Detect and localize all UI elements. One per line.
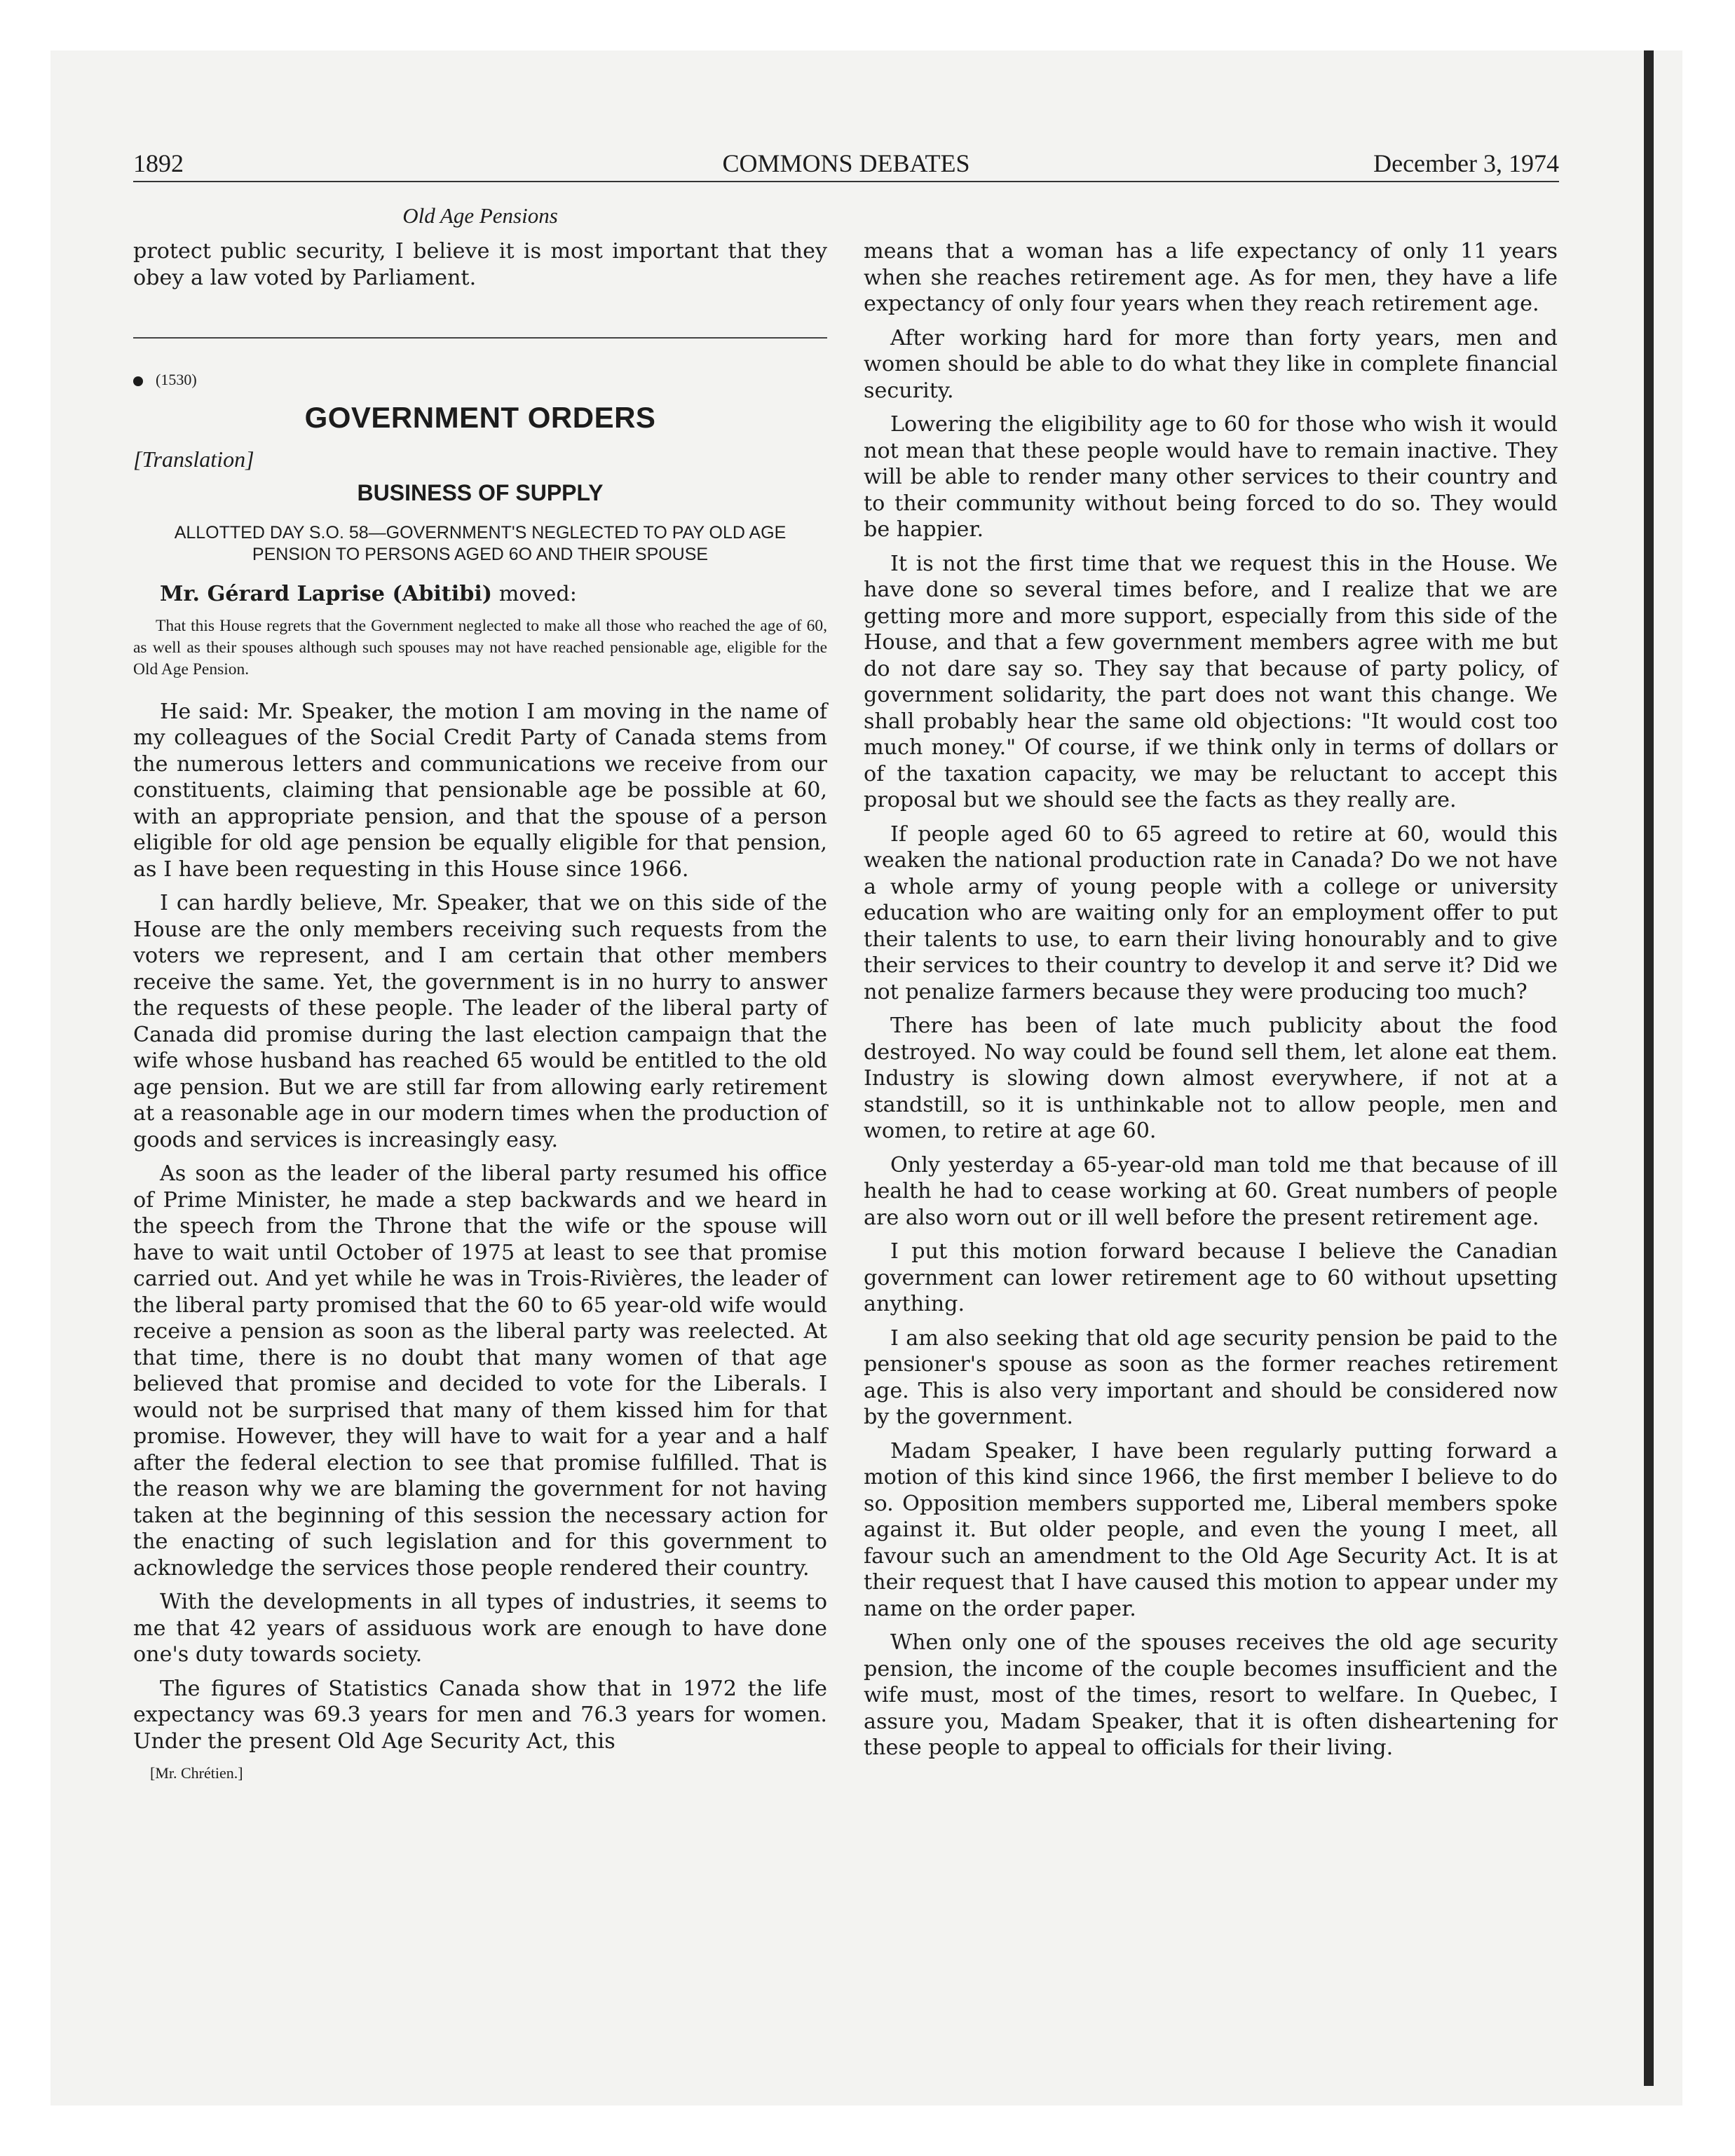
translation-note: [Translation] (133, 446, 254, 472)
section-divider (133, 337, 827, 339)
carryover-paragraph: protect public security, I believe it is most important that they obey a law voted by Parliament. (133, 239, 827, 290)
running-header (133, 149, 1559, 179)
body-paragraph: The figures of Statistics Canada show that in 1972 the life expectancy was 69.3 years for men and 76.3 years for women. Under the present Old Age Security Act, this (133, 1676, 827, 1754)
body-paragraph: With the developments in all types of industries, it seems to me that 42 years of assiduous work are enough to have done one's duty towards society. (133, 1590, 827, 1667)
body-paragraph: Only yesterday a 65-year-old man told me that because of ill health he had to cease working at 60. Great numbers of people are also worn out or ill well before the present retirement age. (864, 1152, 1558, 1230)
subject-heading: Old Age Pensions (402, 203, 558, 228)
body-paragraph: It is not the first time that we request this in the House. We have done so several times before, and I realize that we are getting more and more support, especially from this side of the House, and that a few government members agree with me but do not dare say so. They say that because of party policy, of government solidarity, the part does not want this change. We shall probably hear the same old objections: "It would cost too much money." Of course, if we think only in terms of dollars or of the taxation capacity, we may be reluctant to accept this proposal but we should see the facts as they really are. (864, 551, 1558, 812)
body-paragraph: I can hardly believe, Mr. Speaker, that we on this side of the House are the only members receiving such requests from the voters we represent, and I am certain that other members receive the same. Yet, the government is in no hurry to answer the requests of these people. The leader of the liberal party of Canada did promise during the last election campaign that the wife whose husband has reached 65 would be entitled to the old age pension. But we are still far from allowing early retirement at a reasonable age in our modern times when the production of goods and services is increasingly easy. (133, 891, 827, 1152)
bullet-icon (133, 376, 143, 386)
mover-verb: moved: (498, 582, 577, 606)
body-paragraph: I put this motion forward because I believe the Canadian government can lower retirement age to 60 without upsetting anything. (864, 1239, 1558, 1316)
allotted-day-heading: ALLOTTED DAY S.O. 58—GOVERNMENT'S NEGLECTED TO PAY OLD AGE PENSION TO PERSONS AGED 6O AND THEIR SPOUSE (174, 523, 787, 564)
publication-title: COMMONS DEBATES (722, 149, 970, 177)
body-paragraph: Lowering the eligibility age to 60 for those who wish it would not mean that these people would have to remain inactive. They will be able to render many other services to their country and to their community without being forced to do so. They would be happier. (864, 412, 1558, 542)
scan-edge-shadow (1644, 50, 1654, 2086)
page-number: 1892 (133, 149, 184, 177)
motion-text: That this House regrets that the Government neglected to make all those who reached the age of 60, as well as their spouses although such spouses may not have reached pensionable age, eligible for the Old Age Pension. (133, 616, 827, 678)
body-paragraph: I am also seeking that old age security pension be paid to the pensioner's spouse as soon as the former reaches retirement age. This is also very important and should be considered now by the government. (864, 1325, 1558, 1429)
timestamp-text: (1530) (156, 371, 197, 388)
section-heading: GOVERNMENT ORDERS (304, 401, 656, 434)
header-rule (133, 181, 1559, 182)
body-paragraph: He said: Mr. Speaker, the motion I am moving in the name of my colleagues of the Social Credit Party of Canada stems from the numerous letters and communications we receive from our constituents, claiming that pensionable age be possible at 60, with an appropriate pension, and that the spouse of a person eligible for old age pension be equally eligible for that pension, as I have been requesting in this House since 1966. (133, 699, 827, 882)
mover-name: Mr. Gérard Laprise (Abitibi) (160, 582, 493, 606)
header-date: December 3, 1974 (1373, 149, 1559, 177)
timestamp (133, 369, 827, 390)
body-paragraph: There has been of late much publicity about the food destroyed. No way could be found sell them, let alone eat them. Industry is slowing down almost everywhere, if not at a standstill, so it is unthinkable not to allow people, men and women, to retire at age 60. (864, 1014, 1558, 1143)
left-column (133, 238, 827, 1784)
subheading: BUSINESS OF SUPPLY (357, 480, 604, 505)
right-paragraphs (864, 238, 1558, 1761)
right-column (864, 238, 1558, 1769)
body-paragraph: If people aged 60 to 65 agreed to retire at 60, would this weaken the national production rate in Canada? Do we not have a whole army of young people with a college or university education who are waiting only for an employment offer to put their talents to use, to earn their living honourably and to give their services to their country to develop it and serve it? Did we not penalize farmers because they were producing too much? (864, 821, 1558, 1004)
body-paragraph: As soon as the leader of the liberal party resumed his office of Prime Minister, he made a step backwards and we heard in the speech from the Throne that the wife or the spouse will have to wait until October of 1975 at least to see that promise carried out. And yet while he was in Trois-Rivières, the leader of the liberal party promised that the 60 to 65 year-old wife would receive a pension as soon as the liberal party was reelected. At that time, there is no doubt that many women of that age believed that promise and decided to vote for the Liberals. I would not be surprised that many of them kissed him for that promise. However, they will have to wait for a year and a half after the federal election to see that promise fulfilled. That is the reason why we are blaming the government for not having taken at the beginning of this session the necessary action for the enacting of such legislation and for this government to acknowledge the services those people rendered their country. (133, 1161, 827, 1581)
left-paragraphs (133, 699, 827, 1755)
body-paragraph: Madam Speaker, I have been regularly putting forward a motion of this kind since 1966, the first member I believe to do so. Opposition members supported me, Liberal members spoke against it. But older people, and even the young I meet, all favour such an amendment to the Old Age Security Act. It is at their request that I have caused this motion to appear under my name on the order paper. (864, 1438, 1558, 1621)
body-paragraph: When only one of the spouses receives the old age security pension, the income of the couple becomes insufficient and the wife must, most of the times, resort to welfare. In Quebec, I assure you, Madam Speaker, that it is often disheartening for these people to appeal to officials for their living. (864, 1630, 1558, 1760)
speaker-attribution: [Mr. Chrétien.] (150, 1764, 243, 1782)
mover-line (133, 581, 827, 608)
body-paragraph: means that a woman has a life expectancy of only 11 years when she reaches retirement age. As for men, they have a life expectancy of only four years when they reach retirement age. (864, 239, 1558, 316)
body-paragraph: After working hard for more than forty years, men and women should be able to do what they like in complete financial security. (864, 325, 1558, 403)
